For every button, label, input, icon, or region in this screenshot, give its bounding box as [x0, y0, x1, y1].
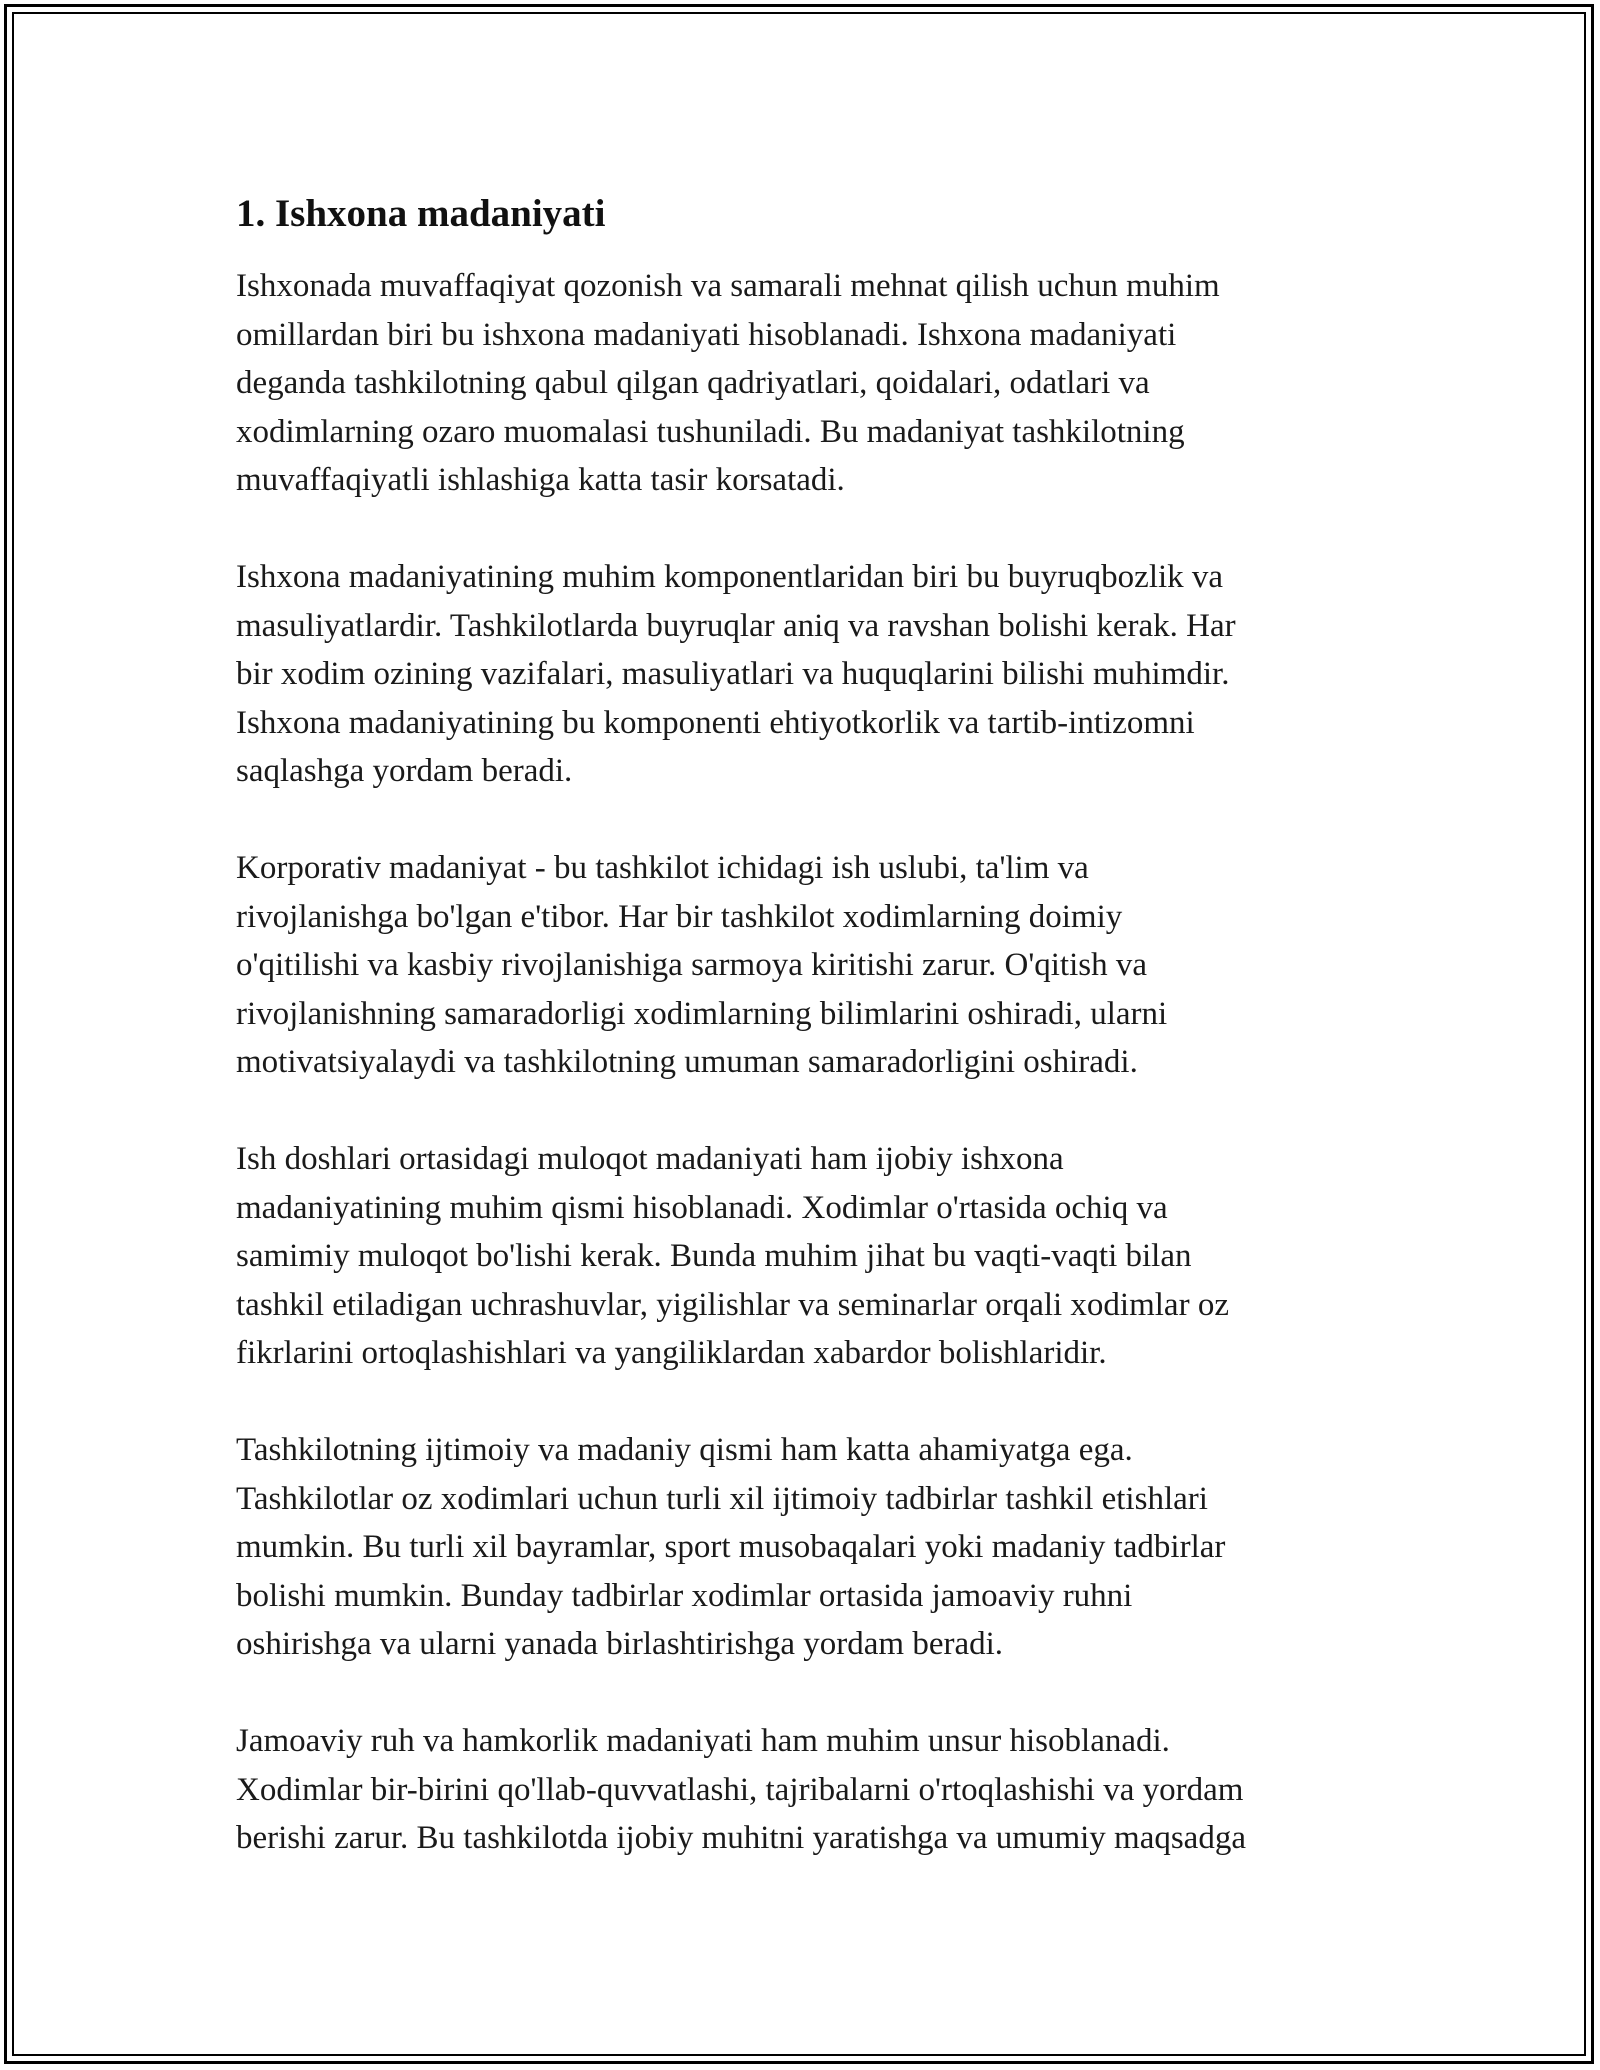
text-line: Tashkilotning ijtimoiy va madaniy qismi ham katta ahamiyatga ega. — [236, 1432, 1133, 1468]
text-line: bir xodim ozining vazifalari, masuliyatlari va huquqlarini bilishi muhimdir. — [236, 656, 1230, 692]
text-line: motivatsiyalaydi va tashkilotning umuman samaradorligini oshiradi. — [236, 1044, 1138, 1080]
text-line: bolishi mumkin. Bunday tadbirlar xodimlar ortasida jamoaviy ruhni — [236, 1577, 1133, 1614]
text-line: masuliyatlardir. Tashkilotlarda buyruqlar aniq va ravshan bolishi kerak. Har — [236, 607, 1236, 644]
section-title: 1. Ishxona madaniyati — [236, 192, 606, 235]
paragraph-4 — [236, 1135, 1376, 1378]
paragraph-1 — [236, 262, 1376, 505]
text-line: rivojlanishning samaradorligi xodimlarning bilimlarini oshiradi, ularni — [236, 995, 1168, 1032]
text-line: madaniyatining muhim qismi hisoblanadi. Xodimlar o'rtasida ochiq va — [236, 1189, 1168, 1226]
text-line: omillardan biri bu ishxona madaniyati hisoblanadi. Ishxona madaniyati — [236, 316, 1177, 353]
text-line: Korporativ madaniyat - bu tashkilot ichidagi ish uslubi, ta'lim va — [236, 850, 1089, 886]
text-line: rivojlanishga bo'lgan e'tibor. Har bir tashkilot xodimlarning doimiy — [236, 898, 1123, 935]
paragraph-6 — [236, 1717, 1376, 1863]
text-line: fikrlarini ortoqlashishlari va yangiliklardan xabardor bolishlaridir. — [236, 1335, 1107, 1371]
paragraph-2 — [236, 553, 1376, 796]
text-line: o'qitilishi va kasbiy rivojlanishiga sarmoya kiritishi zarur. O'qitish va — [236, 947, 1148, 983]
text-line: Ishxona madaniyatining muhim komponentlaridan biri bu buyruqbozlik va — [236, 559, 1224, 595]
text-line: samimiy muloqot bo'lishi kerak. Bunda muhim jihat bu vaqti-vaqti bilan — [236, 1238, 1192, 1274]
text-line: Xodimlar bir-birini qo'llab-quvvatlashi, tajribalarni o'rtoqlashishi va yordam — [236, 1771, 1244, 1808]
text-line: deganda tashkilotning qabul qilgan qadriyatlari, qoidalari, odatlari va — [236, 365, 1150, 401]
text-line: Ish doshlari ortasidagi muloqot madaniyati ham ijobiy ishxona — [236, 1141, 1064, 1177]
text-line: Ishxona madaniyatining bu komponenti ehtiyotkorlik va tartib-intizomni — [236, 704, 1195, 741]
text-line: berishi zarur. Bu tashkilotda ijobiy muhitni yaratishga va umumiy maqsadga — [236, 1820, 1246, 1856]
text-line: Tashkilotlar oz xodimlari uchun turli xil ijtimoiy tadbirlar tashkil etishlari — [236, 1480, 1208, 1517]
text-line: oshirishga va ularni yanada birlashtirishga yordam beradi. — [236, 1626, 1004, 1662]
text-line: xodimlarning ozaro muomalasi tushuniladi. Bu madaniyat tashkilotning — [236, 413, 1185, 450]
paragraph-3 — [236, 844, 1376, 1087]
document-page — [236, 186, 1376, 1911]
text-line: tashkil etiladigan uchrashuvlar, yigilishlar va seminarlar orqali xodimlar oz — [236, 1286, 1229, 1323]
paragraph-5 — [236, 1426, 1376, 1669]
text-line: saqlashga yordam beradi. — [236, 753, 573, 789]
text-line: muvaffaqiyatli ishlashiga katta tasir korsatadi. — [236, 462, 845, 498]
text-line: Jamoaviy ruh va hamkorlik madaniyati ham muhim unsur hisoblanadi. — [236, 1723, 1170, 1759]
text-line: mumkin. Bu turli xil bayramlar, sport musobaqalari yoki madaniy tadbirlar — [236, 1529, 1226, 1565]
text-line: Ishxonada muvaffaqiyat qozonish va samarali mehnat qilish uchun muhim — [236, 268, 1220, 304]
